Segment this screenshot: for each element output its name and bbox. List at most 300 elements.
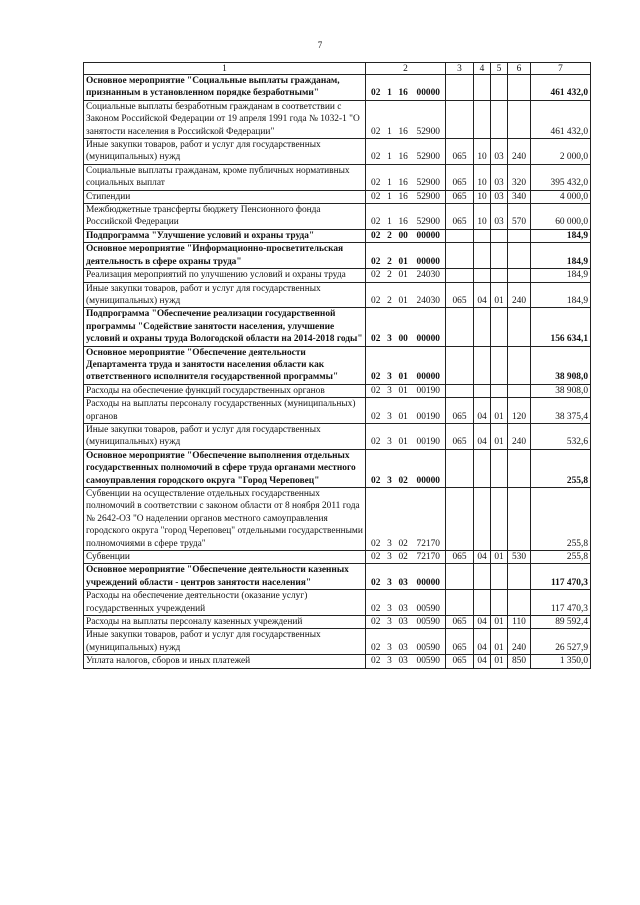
- code-part: 00: [398, 334, 408, 345]
- target-code-parts: [368, 551, 443, 563]
- kind-code: [508, 384, 531, 397]
- amount: 60 000,0: [531, 204, 591, 230]
- table-row: [84, 139, 591, 165]
- column-header: 6: [508, 63, 531, 75]
- kind-code: 240: [508, 629, 531, 655]
- subsection-code: 03: [491, 190, 508, 203]
- code-part: 00000: [416, 88, 440, 99]
- code-part: 00000: [416, 256, 440, 267]
- section-code: [474, 75, 491, 101]
- section-code: 04: [474, 616, 491, 629]
- section-code: [474, 590, 491, 616]
- section-code: [474, 346, 491, 384]
- subsection-code: [491, 384, 508, 397]
- kind-code: 240: [508, 423, 531, 449]
- code-part: 02: [371, 617, 381, 628]
- code-part: 3: [387, 656, 392, 667]
- table-row: [84, 488, 591, 551]
- code-part: 1: [387, 191, 392, 202]
- subsection-code: 01: [491, 423, 508, 449]
- kind-code: 320: [508, 164, 531, 190]
- table-row: [84, 100, 591, 138]
- code-part: 00190: [416, 385, 440, 396]
- code-part: 02: [371, 603, 381, 614]
- target-code-parts: [368, 371, 443, 383]
- row-name: Основное мероприятие "Социальные выплаты гражданам, признанным в установленном порядке безработными": [84, 75, 366, 101]
- code-part: 00590: [416, 656, 440, 667]
- kind-code: [508, 243, 531, 269]
- subsection-code: 01: [491, 551, 508, 564]
- code-part: 03: [398, 603, 408, 614]
- code-part: 02: [371, 88, 381, 99]
- row-name: Расходы на обеспечение функций государственных органов: [84, 384, 366, 397]
- code-part: 02: [398, 475, 408, 486]
- kind-code: 110: [508, 616, 531, 629]
- target-code: [366, 100, 446, 138]
- code-part: 00000: [416, 475, 440, 486]
- target-code-parts: [368, 411, 443, 423]
- table-row: [84, 204, 591, 230]
- section-code: [474, 243, 491, 269]
- expense-type-code: 065: [446, 204, 474, 230]
- code-part: 02: [371, 152, 381, 163]
- code-part: 3: [387, 577, 392, 588]
- code-part: 2: [387, 295, 392, 306]
- target-code: [366, 282, 446, 308]
- table-row: [84, 629, 591, 655]
- expense-type-code: [446, 384, 474, 397]
- code-part: 16: [398, 152, 408, 163]
- kind-code: 850: [508, 655, 531, 668]
- code-part: 2: [387, 270, 392, 281]
- code-part: 01: [398, 385, 408, 396]
- target-code: [366, 164, 446, 190]
- column-header: 4: [474, 63, 491, 75]
- expense-type-code: [446, 590, 474, 616]
- row-name: Реализация мероприятий по улучшению условий и охраны труда: [84, 269, 366, 282]
- amount: 26 527,9: [531, 629, 591, 655]
- row-name: Социальные выплаты гражданам, кроме публичных нормативных социальных выплат: [84, 164, 366, 190]
- amount: 89 592,4: [531, 616, 591, 629]
- target-code: [366, 564, 446, 590]
- code-part: 01: [398, 411, 408, 422]
- expense-type-code: 065: [446, 398, 474, 424]
- amount: 461 432,0: [531, 100, 591, 138]
- subsection-code: [491, 449, 508, 487]
- amount: 156 634,1: [531, 308, 591, 346]
- row-name: Социальные выплаты безработным гражданам в соответствии с Законом Российской Федерации от 19 апреля 1991 года № 1032-1 "О занятости населения в Российской Федерации": [84, 100, 366, 138]
- code-part: 02: [371, 372, 381, 383]
- code-part: 00000: [416, 372, 440, 383]
- amount: 4 000,0: [531, 190, 591, 203]
- amount: 255,8: [531, 449, 591, 487]
- code-part: 1: [387, 88, 392, 99]
- table-row: [84, 564, 591, 590]
- subsection-code: 03: [491, 139, 508, 165]
- table-row: [84, 229, 591, 242]
- kind-code: [508, 100, 531, 138]
- kind-code: [508, 75, 531, 101]
- code-part: 02: [371, 577, 381, 588]
- code-part: 16: [398, 217, 408, 228]
- code-part: 02: [371, 642, 381, 653]
- target-code: [366, 629, 446, 655]
- code-part: 3: [387, 552, 392, 563]
- target-code: [366, 190, 446, 203]
- row-name: Стипендии: [84, 190, 366, 203]
- table-row: [84, 243, 591, 269]
- target-code: [366, 229, 446, 242]
- section-code: 04: [474, 629, 491, 655]
- code-part: 3: [387, 538, 392, 549]
- code-part: 00000: [416, 334, 440, 345]
- section-code: [474, 308, 491, 346]
- code-part: 3: [387, 617, 392, 628]
- column-number-row: [84, 63, 591, 75]
- kind-code: [508, 269, 531, 282]
- row-name: Иные закупки товаров, работ и услуг для государственных (муниципальных) нужд: [84, 282, 366, 308]
- row-name: Основное мероприятие "Обеспечение выполнения отдельных государственных полномочий в сфере труда органами местного самоуправления городского округа "Город Череповец": [84, 449, 366, 487]
- expense-type-code: [446, 269, 474, 282]
- code-part: 52900: [416, 178, 440, 189]
- table-row: [84, 398, 591, 424]
- expense-type-code: [446, 564, 474, 590]
- code-part: 02: [371, 191, 381, 202]
- target-code-parts: [368, 126, 443, 138]
- code-part: 52900: [416, 191, 440, 202]
- target-code: [366, 655, 446, 668]
- row-name: Основное мероприятие "Обеспечение деятельности казенных учреждений области - центров занятости населения": [84, 564, 366, 590]
- expense-type-code: [446, 488, 474, 551]
- code-part: 00590: [416, 603, 440, 614]
- target-code-parts: [368, 616, 443, 628]
- code-part: 52900: [416, 126, 440, 137]
- amount: 184,9: [531, 269, 591, 282]
- code-part: 3: [387, 437, 392, 448]
- target-code-parts: [368, 436, 443, 448]
- code-part: 02: [371, 538, 381, 549]
- code-part: 02: [371, 270, 381, 281]
- expense-type-code: [446, 449, 474, 487]
- table-row: [84, 308, 591, 346]
- row-name: Расходы на выплаты персоналу казенных учреждений: [84, 616, 366, 629]
- section-code: 10: [474, 139, 491, 165]
- target-code-parts: [368, 151, 443, 163]
- column-header: 1: [84, 63, 366, 75]
- code-part: 00590: [416, 617, 440, 628]
- target-code-parts: [368, 642, 443, 654]
- code-part: 01: [398, 372, 408, 383]
- kind-code: [508, 308, 531, 346]
- code-part: 02: [371, 656, 381, 667]
- code-part: 00590: [416, 642, 440, 653]
- table-row: [84, 269, 591, 282]
- code-part: 02: [371, 385, 381, 396]
- target-code: [366, 243, 446, 269]
- expense-type-code: 065: [446, 616, 474, 629]
- subsection-code: 03: [491, 204, 508, 230]
- target-code-parts: [368, 333, 443, 345]
- row-name: Основное мероприятие "Обеспечение деятельности Департамента труда и занятости населения области как ответственного исполнителя государственной программы": [84, 346, 366, 384]
- budget-table: [83, 62, 591, 669]
- target-code: [366, 384, 446, 397]
- row-name: Расходы на выплаты персоналу государственных (муниципальных) органов: [84, 398, 366, 424]
- row-name: Субвенции: [84, 551, 366, 564]
- code-part: 3: [387, 385, 392, 396]
- subsection-code: 03: [491, 164, 508, 190]
- target-code-parts: [368, 191, 443, 203]
- subsection-code: [491, 564, 508, 590]
- column-header: 7: [531, 63, 591, 75]
- target-code-parts: [368, 177, 443, 189]
- code-part: 2: [387, 256, 392, 267]
- target-code-parts: [368, 295, 443, 307]
- target-code: [366, 75, 446, 101]
- target-code-parts: [368, 230, 443, 242]
- code-part: 24030: [416, 295, 440, 306]
- code-part: 02: [371, 230, 381, 241]
- amount: 38 375,4: [531, 398, 591, 424]
- kind-code: 240: [508, 139, 531, 165]
- section-code: [474, 488, 491, 551]
- target-code: [366, 139, 446, 165]
- row-name: Иные закупки товаров, работ и услуг для государственных (муниципальных) нужд: [84, 423, 366, 449]
- code-part: 3: [387, 334, 392, 345]
- row-name: Иные закупки товаров, работ и услуг для государственных (муниципальных) нужд: [84, 139, 366, 165]
- expense-type-code: 065: [446, 282, 474, 308]
- code-part: 01: [398, 270, 408, 281]
- kind-code: 530: [508, 551, 531, 564]
- target-code-parts: [368, 216, 443, 228]
- code-part: 01: [398, 295, 408, 306]
- table-row: [84, 190, 591, 203]
- code-part: 00: [398, 230, 408, 241]
- code-part: 02: [371, 411, 381, 422]
- page-number: 7: [317, 40, 323, 50]
- code-part: 02: [371, 178, 381, 189]
- kind-code: [508, 564, 531, 590]
- table-row: [84, 384, 591, 397]
- table-row: [84, 551, 591, 564]
- code-part: 1: [387, 178, 392, 189]
- code-part: 00190: [416, 411, 440, 422]
- code-part: 2: [387, 230, 392, 241]
- code-part: 01: [398, 256, 408, 267]
- section-code: [474, 449, 491, 487]
- code-part: 16: [398, 178, 408, 189]
- code-part: 72170: [416, 552, 440, 563]
- expense-type-code: 065: [446, 551, 474, 564]
- row-name: Субвенции на осуществление отдельных государственных полномочий в соответствии с законом области от 8 ноября 2011 года № 2642-ОЗ "О наделении органов местного самоуправления городского округа "город Череповец" отдельными государственными полномочиями в сфере труда": [84, 488, 366, 551]
- code-part: 02: [371, 334, 381, 345]
- code-part: 52900: [416, 217, 440, 228]
- expense-type-code: [446, 346, 474, 384]
- target-code: [366, 423, 446, 449]
- section-code: 10: [474, 204, 491, 230]
- kind-code: 340: [508, 190, 531, 203]
- kind-code: 240: [508, 282, 531, 308]
- expense-type-code: [446, 229, 474, 242]
- subsection-code: 01: [491, 616, 508, 629]
- amount: 1 350,0: [531, 655, 591, 668]
- expense-type-code: 065: [446, 139, 474, 165]
- subsection-code: [491, 269, 508, 282]
- amount: 2 000,0: [531, 139, 591, 165]
- target-code-parts: [368, 256, 443, 268]
- expense-type-code: [446, 243, 474, 269]
- expense-type-code: 065: [446, 655, 474, 668]
- expense-type-code: [446, 308, 474, 346]
- subsection-code: [491, 308, 508, 346]
- code-part: 1: [387, 217, 392, 228]
- amount: 38 908,0: [531, 346, 591, 384]
- code-part: 02: [398, 538, 408, 549]
- section-code: 10: [474, 164, 491, 190]
- code-part: 16: [398, 191, 408, 202]
- code-part: 3: [387, 642, 392, 653]
- target-code: [366, 551, 446, 564]
- code-part: 00000: [416, 577, 440, 588]
- kind-code: [508, 346, 531, 384]
- subsection-code: [491, 590, 508, 616]
- code-part: 1: [387, 126, 392, 137]
- code-part: 03: [398, 656, 408, 667]
- code-part: 72170: [416, 538, 440, 549]
- section-code: [474, 564, 491, 590]
- code-part: 02: [371, 217, 381, 228]
- subsection-code: [491, 488, 508, 551]
- row-name: Подпрограмма "Улучшение условий и охраны труда": [84, 229, 366, 242]
- section-code: [474, 100, 491, 138]
- code-part: 52900: [416, 152, 440, 163]
- target-code: [366, 346, 446, 384]
- code-part: 02: [371, 475, 381, 486]
- table-row: [84, 449, 591, 487]
- section-code: [474, 269, 491, 282]
- amount: 395 432,0: [531, 164, 591, 190]
- expense-type-code: 065: [446, 423, 474, 449]
- row-name: Иные закупки товаров, работ и услуг для государственных (муниципальных) нужд: [84, 629, 366, 655]
- code-part: 16: [398, 126, 408, 137]
- subsection-code: 01: [491, 655, 508, 668]
- kind-code: 120: [508, 398, 531, 424]
- code-part: 3: [387, 603, 392, 614]
- kind-code: [508, 590, 531, 616]
- target-code: [366, 308, 446, 346]
- amount: 461 432,0: [531, 75, 591, 101]
- kind-code: [508, 229, 531, 242]
- table-row: [84, 655, 591, 668]
- subsection-code: 01: [491, 282, 508, 308]
- table-row: [84, 164, 591, 190]
- expense-type-code: 065: [446, 190, 474, 203]
- code-part: 02: [371, 437, 381, 448]
- code-part: 02: [371, 552, 381, 563]
- target-code: [366, 204, 446, 230]
- expense-type-code: 065: [446, 629, 474, 655]
- target-code-parts: [368, 538, 443, 550]
- code-part: 00000: [416, 230, 440, 241]
- table-row: [84, 282, 591, 308]
- column-header: 3: [446, 63, 474, 75]
- subsection-code: [491, 243, 508, 269]
- target-code: [366, 449, 446, 487]
- section-code: [474, 229, 491, 242]
- code-part: 16: [398, 88, 408, 99]
- target-code-parts: [368, 87, 443, 99]
- column-header: 2: [366, 63, 446, 75]
- target-code: [366, 269, 446, 282]
- code-part: 02: [371, 295, 381, 306]
- target-code-parts: [368, 603, 443, 615]
- section-code: [474, 384, 491, 397]
- subsection-code: 01: [491, 629, 508, 655]
- target-code-parts: [368, 655, 443, 667]
- row-name: Уплата налогов, сборов и иных платежей: [84, 655, 366, 668]
- code-part: 00190: [416, 437, 440, 448]
- code-part: 02: [398, 552, 408, 563]
- section-code: 04: [474, 655, 491, 668]
- table-row: [84, 616, 591, 629]
- amount: 38 908,0: [531, 384, 591, 397]
- section-code: 04: [474, 282, 491, 308]
- code-part: 1: [387, 152, 392, 163]
- code-part: 03: [398, 577, 408, 588]
- table-row: [84, 346, 591, 384]
- row-name: Межбюджетные трансферты бюджету Пенсионного фонда Российской Федерации: [84, 204, 366, 230]
- code-part: 03: [398, 642, 408, 653]
- target-code: [366, 590, 446, 616]
- amount: 117 470,3: [531, 564, 591, 590]
- target-code-parts: [368, 475, 443, 487]
- code-part: 01: [398, 437, 408, 448]
- row-name: Подпрограмма "Обеспечение реализации государственной программы "Содействие занятости населения, улучшение условий и охраны труда Вологодской области на 2014-2018 годы": [84, 308, 366, 346]
- kind-code: [508, 488, 531, 551]
- amount: 532,6: [531, 423, 591, 449]
- code-part: 3: [387, 411, 392, 422]
- subsection-code: [491, 100, 508, 138]
- section-code: 04: [474, 551, 491, 564]
- kind-code: 570: [508, 204, 531, 230]
- section-code: 10: [474, 190, 491, 203]
- amount: 117 470,3: [531, 590, 591, 616]
- target-code-parts: [368, 385, 443, 397]
- row-name: Расходы на обеспечение деятельности (оказание услуг) государственных учреждений: [84, 590, 366, 616]
- amount: 184,9: [531, 243, 591, 269]
- code-part: 02: [371, 126, 381, 137]
- expense-type-code: 065: [446, 164, 474, 190]
- code-part: 24030: [416, 270, 440, 281]
- target-code: [366, 488, 446, 551]
- section-code: 04: [474, 398, 491, 424]
- expense-type-code: [446, 100, 474, 138]
- column-header: 5: [491, 63, 508, 75]
- code-part: 3: [387, 372, 392, 383]
- subsection-code: 01: [491, 398, 508, 424]
- code-part: 03: [398, 617, 408, 628]
- table-row: [84, 590, 591, 616]
- section-code: 04: [474, 423, 491, 449]
- target-code-parts: [368, 577, 443, 589]
- amount: 255,8: [531, 551, 591, 564]
- table-row: [84, 423, 591, 449]
- code-part: 3: [387, 475, 392, 486]
- subsection-code: [491, 346, 508, 384]
- kind-code: [508, 449, 531, 487]
- subsection-code: [491, 229, 508, 242]
- target-code: [366, 398, 446, 424]
- target-code-parts: [368, 269, 443, 281]
